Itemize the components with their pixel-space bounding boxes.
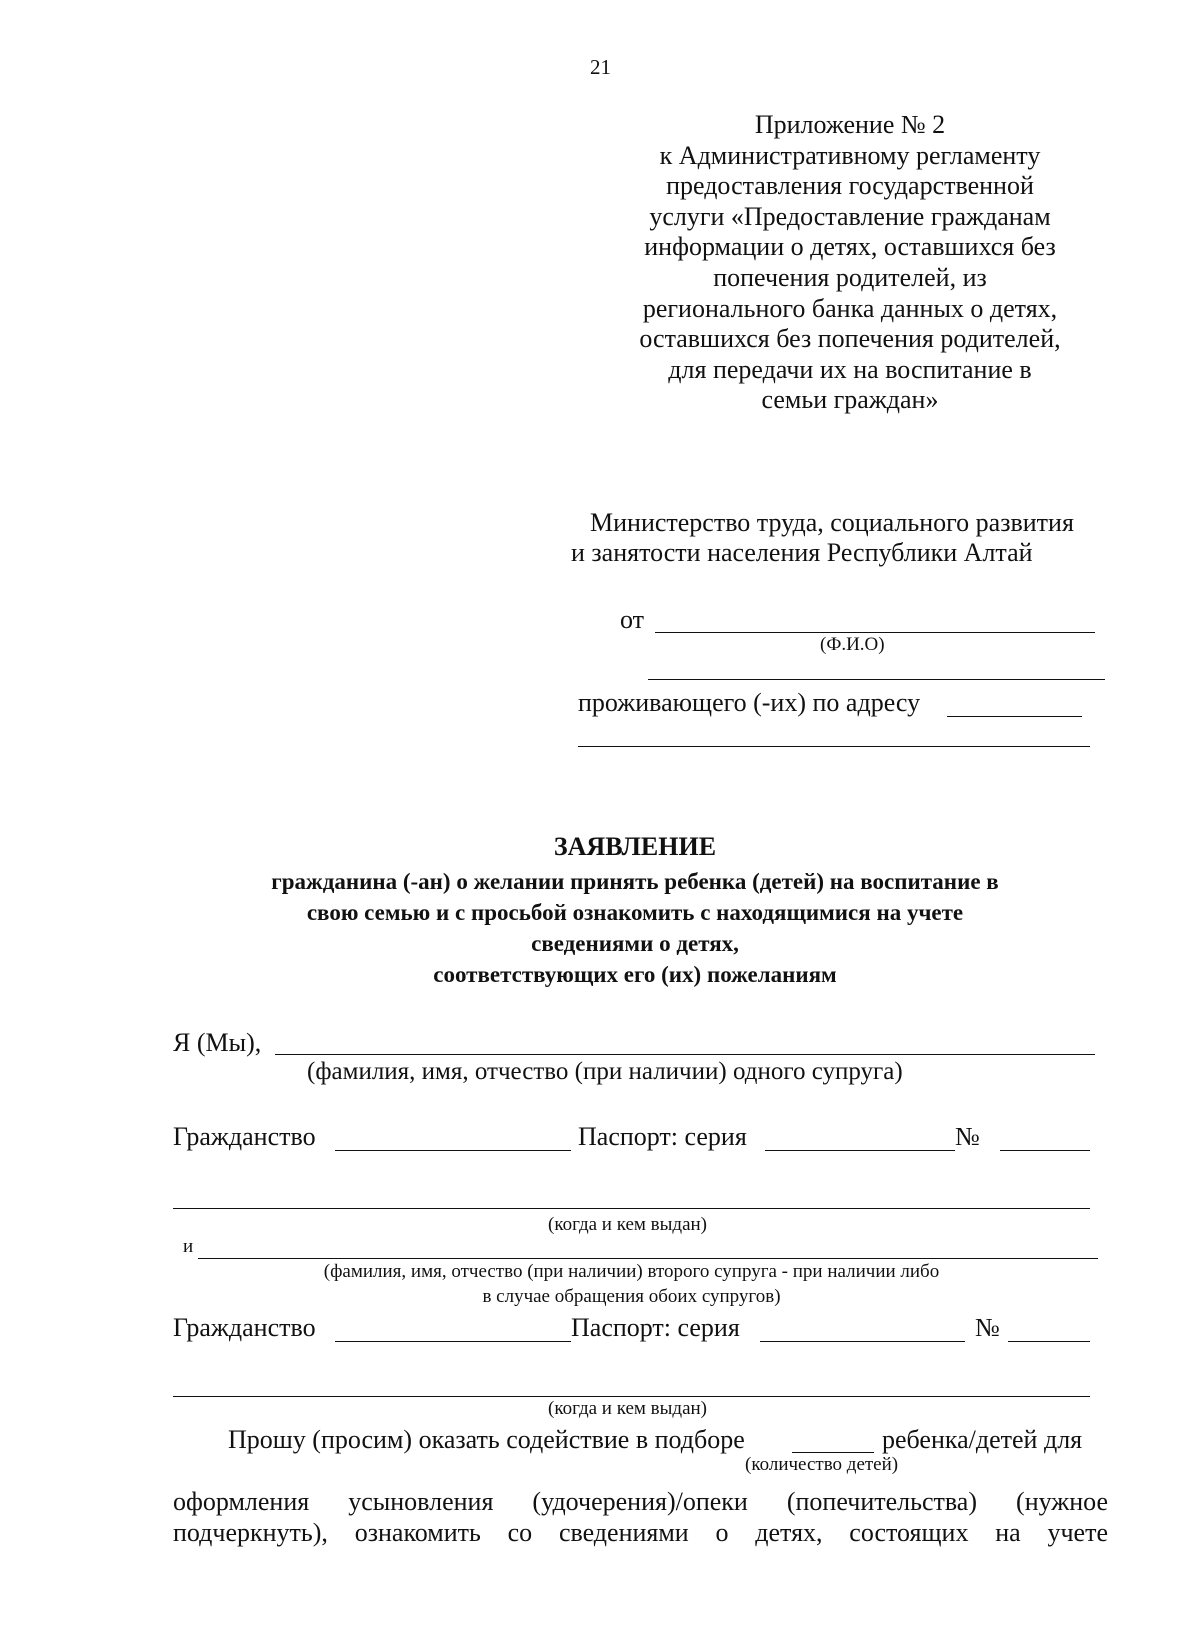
appendix-line: услуги «Предоставление гражданам bbox=[649, 201, 1051, 231]
statement-heading: ЗАЯВЛЕНИЕ bbox=[553, 832, 717, 861]
passport-series-label: Паспорт: серия bbox=[578, 1122, 747, 1151]
paragraph-line1: оформления усыновления (удочерения)/опеки (попечительства) (нужное bbox=[173, 1487, 1108, 1516]
appendix-line: информации о детях, оставшихся без bbox=[644, 232, 1056, 262]
spouse1-name-field[interactable] bbox=[275, 1054, 1095, 1055]
issued-field[interactable] bbox=[173, 1208, 1090, 1209]
number-label-2: № bbox=[975, 1313, 1000, 1342]
appendix-line: к Административному регламенту bbox=[659, 140, 1041, 170]
page-number: 21 bbox=[590, 55, 611, 79]
children-count-field[interactable] bbox=[792, 1452, 874, 1453]
spouse2-caption-line1: (фамилия, имя, отчество (при наличии) второго супруга - при наличии либо bbox=[323, 1261, 940, 1282]
address-label: проживающего (-их) по адресу bbox=[578, 688, 921, 717]
citizenship-label-2: Гражданство bbox=[173, 1313, 316, 1342]
request-text-end: ребенка/детей для bbox=[882, 1425, 1083, 1454]
citizenship-label: Гражданство bbox=[173, 1122, 316, 1151]
spouse2-name-field[interactable] bbox=[198, 1258, 1098, 1259]
spouse2-caption-line2: в случае обращения обоих супругов) bbox=[482, 1286, 781, 1307]
fio-caption: (Ф.И.О) bbox=[820, 634, 885, 655]
address-field-line[interactable] bbox=[947, 716, 1082, 717]
from-label: от bbox=[620, 605, 645, 634]
issued-field-2[interactable] bbox=[173, 1396, 1090, 1397]
address-field-line-2[interactable] bbox=[578, 746, 1090, 747]
passport-series-label-2: Паспорт: серия bbox=[571, 1313, 740, 1342]
paragraph-line2: подчеркнуть), ознакомить со сведениями о детях, состоящих на учете bbox=[173, 1518, 1108, 1547]
appendix-line: попечения родителей, из bbox=[713, 262, 987, 292]
and-label: и bbox=[183, 1236, 194, 1257]
appendix-line: для передачи их на воспитание в bbox=[668, 354, 1032, 384]
fio-field-line[interactable] bbox=[655, 632, 1095, 633]
passport-series-field[interactable] bbox=[765, 1150, 955, 1151]
appendix-line: оставшихся без попечения родителей, bbox=[639, 324, 1061, 354]
subtitle-line: гражданина (-ан) о желании принять ребенка (детей) на воспитание в bbox=[271, 869, 999, 894]
request-text-start: Прошу (просим) оказать содействие в подборе bbox=[228, 1425, 745, 1454]
appendix-line: семьи граждан» bbox=[761, 385, 939, 415]
passport-series-field-2[interactable] bbox=[760, 1341, 965, 1342]
passport-number-field-2[interactable] bbox=[1008, 1341, 1090, 1342]
number-label: № bbox=[955, 1122, 980, 1151]
appendix-line: предоставления государственной bbox=[666, 171, 1034, 201]
passport-number-field[interactable] bbox=[1000, 1150, 1090, 1151]
citizenship-field-2[interactable] bbox=[335, 1341, 571, 1342]
issued-caption-2: (когда и кем выдан) bbox=[548, 1398, 708, 1419]
issued-caption: (когда и кем выдан) bbox=[548, 1214, 708, 1235]
appendix-line: Приложение № 2 bbox=[754, 110, 946, 139]
fio-field-line-2[interactable] bbox=[648, 679, 1105, 680]
i-we-label: Я (Мы), bbox=[173, 1028, 262, 1057]
statement-subtitle bbox=[0, 866, 1200, 990]
children-count-caption: (количество детей) bbox=[745, 1454, 899, 1475]
citizenship-field[interactable] bbox=[335, 1150, 571, 1151]
addressee-line2: и занятости населения Республики Алтай bbox=[571, 538, 1033, 567]
spouse1-caption: (фамилия, имя, отчество (при наличии) одного супруга) bbox=[307, 1058, 903, 1085]
appendix-block bbox=[620, 110, 1080, 416]
subtitle-line: свою семью и с просьбой ознакомить с находящимися на учете bbox=[306, 900, 964, 925]
subtitle-line: соответствующих его (их) пожеланиям bbox=[433, 962, 837, 987]
addressee-line1: Министерство труда, социального развития bbox=[590, 508, 1074, 537]
subtitle-line: сведениями о детях, bbox=[531, 931, 739, 956]
appendix-line: регионального банка данных о детях, bbox=[642, 293, 1058, 323]
